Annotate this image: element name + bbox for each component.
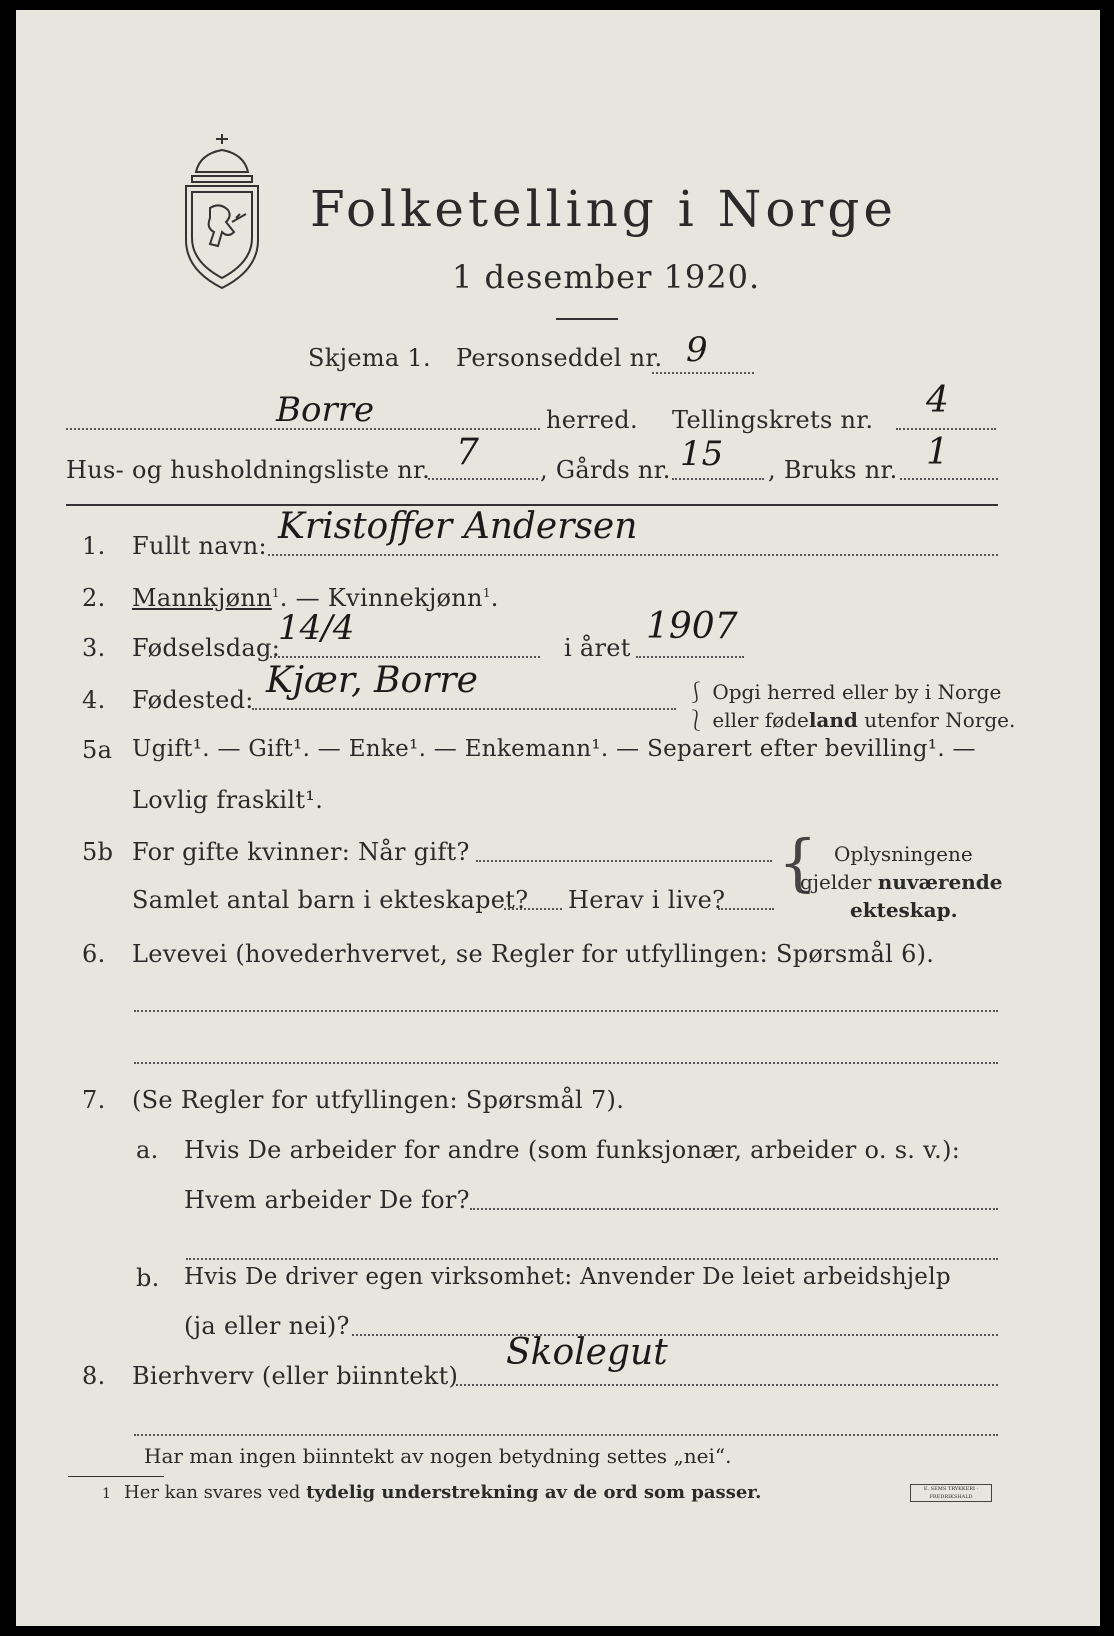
q4-value: Kjær, Borre (266, 660, 478, 701)
form-date: 1 desember 1920. (452, 258, 761, 296)
footnote-divider (68, 1476, 164, 1477)
q2-sep: . — (279, 584, 328, 612)
printer-stamp: E. SEMS TRYKKERI · FREDRIKSHALD (910, 1484, 992, 1502)
form-title: Folketelling i Norge (310, 180, 897, 238)
q5b-note2: gjelder nuværende (800, 870, 1003, 894)
herred-value: Borre (276, 390, 375, 430)
personseddel-line (652, 372, 754, 374)
coat-of-arms-icon (176, 132, 268, 292)
q8-number: 8. (82, 1362, 106, 1390)
tellingskrets-value: 4 (926, 380, 949, 421)
q3-value: 14/4 (278, 608, 355, 648)
q6-label: Levevei (hovederhvervet, se Regler for utfyllingen: Spørsmål 6). (132, 940, 935, 968)
q5a-number: 5a (82, 736, 113, 764)
q6-line1 (134, 1010, 998, 1012)
q4-line (252, 708, 676, 710)
hus-label: Hus- og husholdningsliste nr. (66, 456, 431, 484)
q2-male: Mannkjønn (132, 584, 272, 612)
q6-line2 (134, 1062, 998, 1064)
footnote-text: Her kan svares ved tydelig understrekning av de ord som passer. (124, 1482, 762, 1503)
q7-label: (Se Regler for utfyllingen: Spørsmål 7). (132, 1086, 625, 1114)
hus-value: 7 (456, 432, 479, 473)
q1-value: Kristoffer Andersen (278, 506, 638, 547)
q3-line (270, 656, 540, 658)
q1-label: Fullt navn: (132, 532, 267, 560)
q7a-line1: Hvis De arbeider for andre (som funksjonær, arbeider o. s. v.): (184, 1136, 961, 1164)
q7a-number: a. (136, 1136, 159, 1164)
q8-label: Bierhverv (eller biinntekt) (132, 1362, 459, 1390)
herred-label: herred. (546, 406, 638, 434)
q5b-children-line (504, 908, 562, 910)
q7a-line2: Hvem arbeider De for? (184, 1186, 470, 1214)
skjema-label: Skjema 1. (308, 344, 431, 372)
q7-number: 7. (82, 1086, 106, 1114)
tellingskrets-line (896, 428, 996, 430)
q5a-line1: Ugift¹. — Gift¹. — Enke¹. — Enkemann¹. — Separert efter bevilling¹. — (132, 736, 976, 762)
q4-label: Fødested: (132, 686, 254, 714)
q5a-line2: Lovlig fraskilt¹. (132, 786, 324, 814)
q5b-note1: Oplysningene (834, 842, 973, 866)
q3-year-value: 1907 (646, 606, 738, 647)
q7a-line (470, 1208, 998, 1210)
q3-label: Fødselsdag: (132, 634, 281, 662)
q4-note-line2: ⎱ eller fødeland utenfor Norge. (686, 708, 1016, 732)
q5b-line2b: Herav i live? (568, 886, 726, 914)
q4-note-line1: ⎰ Opgi herred eller by i Norge (686, 680, 1002, 704)
q5b-married-line (476, 860, 772, 862)
gards-label: , Gårds nr. (540, 456, 671, 484)
q3-year-line (636, 656, 744, 658)
q1-number: 1. (82, 532, 106, 560)
gards-value: 15 (680, 434, 724, 474)
q7b-number: b. (136, 1264, 160, 1292)
bruks-value: 1 (926, 432, 949, 473)
biinntekt-note: Har man ingen biinntekt av nogen betydning settes „nei“. (144, 1444, 732, 1468)
q7a-line2-dots (186, 1258, 998, 1260)
q7b-line2: (ja eller nei)? (184, 1312, 350, 1340)
footnote-number: 1 (102, 1486, 111, 1502)
tellingskrets-label: Tellingskrets nr. (672, 406, 874, 434)
q1-line (268, 554, 998, 556)
q3-number: 3. (82, 634, 106, 662)
q8-line (456, 1384, 998, 1386)
q2-female: Kvinnekjønn (327, 584, 483, 612)
q5b-number: 5b (82, 838, 114, 866)
q7b-line (352, 1334, 998, 1336)
q5b-alive-line (718, 908, 774, 910)
bruks-line (900, 478, 998, 480)
q2-number: 2. (82, 584, 106, 612)
bruks-label: , Bruks nr. (768, 456, 898, 484)
title-divider (556, 318, 618, 320)
q2-options: Mannkjønn$^1$. — Kvinnekjønn$^1$. (132, 584, 499, 612)
q6-number: 6. (82, 940, 106, 968)
q5b-line1: For gifte kvinner: Når gift? (132, 838, 470, 866)
personseddel-value: 9 (686, 330, 708, 370)
personseddel-label: Personseddel nr. (456, 344, 663, 372)
census-form: Folketelling i Norge 1 desember 1920. Skjema 1. Personseddel nr. 9 Borre herred. Tellingskrets nr. 4 Hus- og husholdningsliste nr. 7 , Gårds nr. 15 , Bruks nr. 1 1. Fullt navn: Kristoffer Andersen 2. Mannkjønn$^1$. — Kvinnekjønn$^1$. 3. Fødselsdag: 14/4 i året 1907 4. Fødested: Kjær, Borre ⎰ Opgi herred eller by i Norge ⎱ eller fødeland utenfor Norge. 5a Ugift¹. — Gift¹. — Enke¹. — Enkemann¹. — Separert efter bevilling¹. — Lovlig fraskilt¹. 5b For gifte kvinner: Når gift? Samlet antal barn i ekteskapet? Herav i live? { Oplysningene gjelder nuværende ekteskap. 6. Levevei (hovederhvervet, se Regler for utfyllingen: Spørsmål 6). 7. (Se Regler for utfyllingen: Spørsmål 7). a. Hvis De arbeider for andre (som funksjonær, arbeider o. s. v.): Hvem arbeider De for? b. Hvis De driver egen virksomhet: Anvender De leiet arbeidshjelp (ja eller nei)? 8. Bierhverv (eller biinntekt) Skolegut Har man ingen biinntekt av nogen betydning settes „nei“. 1 Her kan svares ved tydelig understrekning av de ord som passer. E. SEMS TRYKKERI · FREDRIKSHALD (16, 10, 1100, 1626)
q5b-note3: ekteskap. (850, 898, 958, 922)
q5b-line2a: Samlet antal barn i ekteskapet? (132, 886, 529, 914)
q7b-line1: Hvis De driver egen virksomhet: Anvender De leiet arbeidshjelp (184, 1264, 951, 1290)
q3-year-label: i året (564, 634, 631, 662)
q4-number: 4. (82, 686, 106, 714)
q8-line2 (134, 1434, 998, 1436)
q8-value: Skolegut (506, 1332, 668, 1373)
hus-line (428, 478, 538, 480)
gards-line (672, 478, 764, 480)
